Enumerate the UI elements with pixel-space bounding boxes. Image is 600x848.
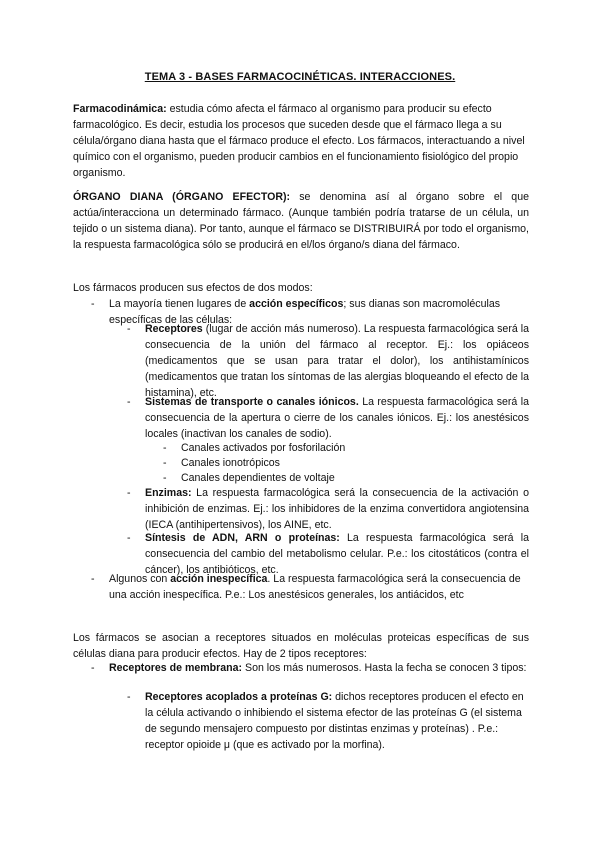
receptores-membrana-item <box>109 660 529 676</box>
organo-diana-term: ÓRGANO DIANA (ÓRGANO EFECTOR): <box>73 191 291 203</box>
proteinas-g-term: Receptores acoplados a proteínas G: <box>145 691 333 703</box>
receptores-text: (lugar de acción más numeroso). La respuesta farmacológica será la consecuencia de la unión del fármaco al receptor. Ej.: los opiáceos (medicamentos que se usan para tratar el dolor), los antihistamínicos (medicamentos que tratan los síntomas de las alergias bloqueando el efecto de la histamina), etc. <box>145 323 529 399</box>
farmacodinamica-text: estudia cómo afecta el fármaco al organismo para producir su efecto farmacológico. Es decir, estudia los procesos que suceden desde que el fármaco llega a su célula/órgano diana hasta que el fármaco produce el efecto. Los fármacos, interactuando a nivel químico con el organismo, pueden producir cambios en el funcionamiento fisiológico del propio organismo. <box>73 103 525 179</box>
proteinas-g-item <box>145 689 529 753</box>
receptores-item <box>145 321 529 401</box>
receptores-membrana-term: Receptores de membrana: <box>109 662 243 674</box>
modo-inespecifico-post: . La respuesta farmacológica será la consecuencia de una acción inespecífica. P.e.: Los anestésicos generales, los antiácidos, etc <box>109 573 521 601</box>
list-dash: - <box>91 662 95 674</box>
enzimas-item <box>145 485 529 533</box>
list-dash: - <box>127 323 131 335</box>
modo-especifico-pre: La mayoría tienen lugares de <box>109 298 250 310</box>
list-dash: - <box>127 396 131 408</box>
list-dash: - <box>127 487 131 499</box>
sintesis-term: Síntesis de ADN, ARN o proteínas: <box>145 532 340 544</box>
canal-subitem: Canales ionotrópicos <box>181 457 280 469</box>
enzimas-term: Enzimas: <box>145 487 192 499</box>
canal-subitem: Canales activados por fosforilación <box>181 442 346 454</box>
modo-inespecifico-pre: Algunos con <box>109 573 171 585</box>
farmacodinamica-term: Farmacodinámica: <box>73 103 167 115</box>
organo-diana-text: se denomina así al órgano sobre el que actúa/interacciona un determinado fármaco. (Aunque también podría tratarse de un célula, un tejido o un sistema diana). Por tanto, aunque el fármaco se DISTRIBUIRÁ por todo el organismo, la respuesta farmacológica sólo se producirá en el/los órgano/s diana del fármaco. <box>73 191 529 251</box>
list-dash: - <box>127 532 131 544</box>
receptores-section-intro: Los fármacos se asocian a receptores situados en moléculas proteicas específicas de sus células diana para producir efectos. Hay de 2 tipos receptores: <box>73 632 529 660</box>
modo-especifico-bold: acción específicos <box>249 298 344 310</box>
receptores-term: Receptores <box>145 323 203 335</box>
farmacodinamica-paragraph <box>73 101 529 181</box>
canal-subitem: Canales dependientes de voltaje <box>181 472 335 484</box>
proteinas-g-text: dichos receptores producen el efecto en la célula activando o inhibiendo el sistema efector de las proteínas G (el sistema de segundo mensajero compuesto por distintas enzimas y proteínas) . P.e.: receptor opioide μ (que es activado por la morfina). <box>145 691 524 751</box>
modo-inespecifico-bold: acción inespecífica <box>170 573 268 585</box>
organo-diana-paragraph <box>73 189 529 253</box>
canales-term: Sistemas de transporte o canales iónicos. <box>145 396 359 408</box>
list-dash: - <box>91 573 95 585</box>
modos-intro: Los fármacos producen sus efectos de dos modos: <box>73 282 313 294</box>
list-dash: - <box>127 691 131 703</box>
list-dash: - <box>91 298 95 310</box>
list-dash: - <box>163 472 167 484</box>
modo-especifico-post: ; sus dianas son macromoléculas específicas de las células: <box>109 298 501 326</box>
canales-text: La respuesta farmacológica será la consecuencia de la apertura o cierre de los canales iónicos. Ej.: los anestésicos locales (inactivan los canales de sodio). <box>145 396 529 440</box>
receptores-membrana-text: Son los más numerosos. Hasta la fecha se conocen 3 tipos: <box>242 662 527 674</box>
sintesis-text: La respuesta farmacológica será la consecuencia del cambio del metabolismo celular. P.e.: los citostáticos (contra el cáncer), los antibióticos, etc. <box>145 532 529 576</box>
list-dash: - <box>163 457 167 469</box>
list-dash: - <box>163 442 167 454</box>
enzimas-text: La respuesta farmacológica será la consecuencia de la activación o inhibición de enzimas. Ej.: los inhibidores de la enzima convertidora angiotensina (IECA (antihipertensivos), los AINE, etc. <box>145 487 529 531</box>
canales-item <box>145 394 529 442</box>
modo-inespecifico-item <box>109 571 529 603</box>
page-title: TEMA 3 - BASES FARMACOCINÉTICAS. INTERACCIONES. <box>144 71 456 83</box>
